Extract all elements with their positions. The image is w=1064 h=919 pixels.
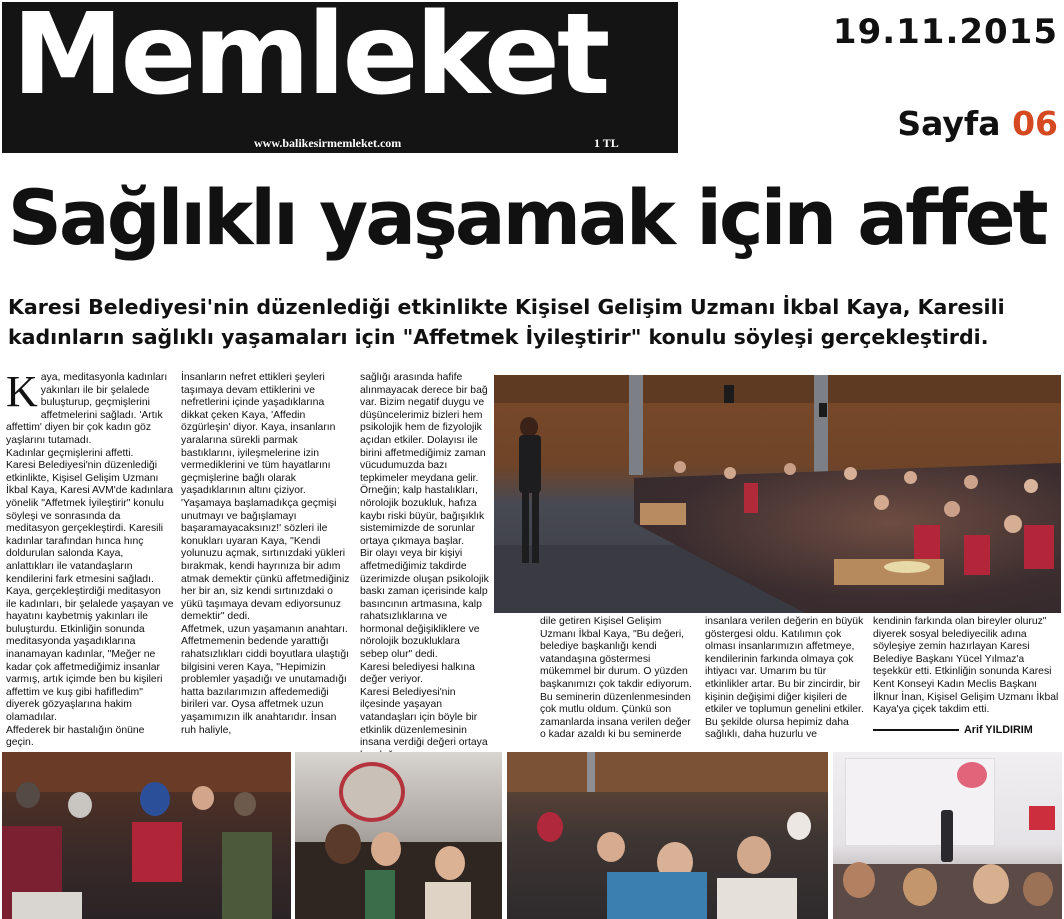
main-photo-seminar-audience — [494, 375, 1061, 613]
column-text: kendinin farkında olan bireyler oluruz" diyerek sosyal belediyecilik adına söyleşiye zemin hazırlayan Karesi Belediye Başkanı Yücel Yılmaz'a teşekkür etti. Etkinliğin sonunda Karesi Kent Konseyi Kadın Meclis Başkanı İlknur İnan, Kişisel Gelişim Uzmanı İkbal Kaya'ya çiçek takdim etti. — [873, 616, 1059, 716]
article-column-2 — [181, 372, 353, 740]
column-text: insanlara verilen değerin en büyük göstergesi oldu. Katılımın çok olması insanlarımızın affetmeye, kendilerinin farkında olmaya çok ihtiyacı var. Umarım bu tür etkinlikler artar. Bu bir zincirdir, bir kişinin değişimi diğer kişileri de etkiler ve toplumun genelini etkiler. Bu şekilde olursa hepimiz daha sağlıklı, daha huzurlu ve — [705, 616, 864, 741]
column-text: sağlığı arasında hafife alınmayacak derece bir bağ var. Bizim negatif duygu ve düşüncelerimiz bizleri hem psikolojik hem de fizyolojik açıdan etkiler. Dolayısı ile birini affetmediğimiz zaman vücudumuzda bazı tepkimeler meydana gelir. Örneğin; kalp hastalıkları, nörolojik bozukluk, hafıza kaybı riski büyür, bağışıklık sistemimizde de sorunlar ortaya çıkmaya başlar. Bir olayı veya bir kişiyi affetmediğimiz takdirde üzerimizde oluşan psikolojik baskı zaman içerisinde kalp basıncının artmasına, kalp rahatsızlıklarına ve hormonal değişikliklere ve nörolojik bozukluklara sebep olur" dedi. Karesi belediyesi halkına değer veriyor. Karesi Belediyesi'nin ilçesinde yaşayan vatandaşları için böyle bir etkinlik düzenlemesinin insana verdiği değeri ortaya — [360, 372, 489, 749]
column-text: İnsanların nefret ettikleri şeyleri taşımaya devam ettiklerini ve nefretlerini içinde yaşadıklarına dikkat çeken Kaya, 'Affedin özgürleşin' diyor. Kaya, insanların yaralarına sürekli parmak bastıklarını, iyileşmelerine izin vermediklerini ve tüm hayatlarını geçmişlerine bağlı olarak yaşadıklarının altını çiziyor. 'Yaşamaya başlamadıkça geçmişi unutmayı ve bağışlamayı başaramayacaksınız!' sözleri ile konukları uyaran Kaya, "Kendi yolunuzu açmak, sırtınızdaki yükleri bırakmak, kendi hayrınıza bir adım atmak demektir çünkü affetmediğiniz her bir an, siz kendi sırtınızdaki o yükü taşımaya devam ediyorsunuz demektir" dedi. Affetmek, uzun yaşamanın anahtarı. Affetmemenin bedende yarattığı rahatsızlıkları ciddi boyutlara ulaştığı bilgisini veren Kaya, "Hepimizin problemler yaşadığı ve unutamadığı hatta bazılarımızın affedemediği birileri var. Oysa affetmek uzun yaşamımızın ilk anahtarıdır. İnsan ruh haliyle, — [181, 372, 350, 736]
page-label: Sayfa — [897, 104, 1001, 143]
photo-women-audience — [2, 752, 291, 919]
masthead — [2, 2, 678, 153]
newspaper-logo: Memleket — [12, 0, 608, 120]
column-text: aya, meditasyonla kadınları yakınları ile bir şelalede buluşturup, geçmişlerini affetmelerini sağladı. 'Artık affettim' diyen bir çok kadın göz yaşlarını tutamadı. Kadınlar geçmişlerini affetti. Karesi Belediyesi'nin düzenlediği etkinlikte, Kişisel Gelişim Uzmanı İkbal Kaya, Karesi AVM'de kadınlara yönelik "Affetmek İyileştirir" konulu söyleşi ve sonrasında da meditasyon gerçekleştirdi. Karesili kadınlar tarafından hınca hınç doldurulan salonda Kaya, anlattıkları ile vatandaşların kendilerini fark etmesini sağladı. Kaya, gerçekleştirdiği meditasyon ile kadınları, bir şelalede yaşayan ve hayatını kaybetmiş yakınları ile buluşturdu. Etkinliğin sonunda meditasyonda yaşadıklarına inanamayan kadınlar, "Meğer ne kadar çok affetmediğimiz insanlar varmış, artık içimde ben bu kişileri affettim ve kuş gibi hafifledim" diyerek gözyaşlarına hakim olamadılar. Affederek bir hastalığın önüne geçin. — [6, 372, 174, 749]
issue-price: 1 TL — [594, 136, 619, 150]
article-column-3 — [360, 372, 490, 749]
headline: Sağlıklı yaşamak için affet — [7, 173, 1046, 262]
byline-rule — [873, 729, 959, 731]
column-text: dile getiren Kişisel Gelişim Uzmanı İkbal Kaya, "Bu değeri, belediye başkanlığı kendi vatandaşına göstermesi mükemmel bir durum. O yüzden başkanımızı çok takdir ediyorum. Bu seminerin düzenlenmesinden çok mutlu oldum. Çünkü son zamanlarda insana verilen değer o kadar azaldı ki bu seminerde — [540, 616, 692, 741]
article-column-5 — [705, 616, 865, 740]
photo-speaker-presentation — [833, 752, 1062, 919]
issue-date: 19.11.2015 — [832, 12, 1058, 52]
photo-children-flowers — [295, 752, 502, 919]
photo-audience-crowd — [507, 752, 828, 919]
article-column-6 — [873, 616, 1061, 740]
article-column-1 — [6, 367, 174, 749]
drop-cap: K — [6, 367, 38, 416]
page-number: 06 — [1012, 104, 1058, 143]
website-url: www.balikesirmemleket.com — [254, 136, 402, 150]
article-summary: Karesi Belediyesi'nin düzenlediği etkinlikte Kişisel Gelişim Uzmanı İkbal Kaya, Karesili kadınların sağlıklı yaşamaları için "Affetmek İyileştirir" konulu söyleşi gerçekleştirdi. — [8, 295, 1005, 349]
article-column-4 — [540, 616, 696, 740]
author-byline: Arif YILDIRIM — [964, 724, 1033, 736]
page-indicator — [897, 104, 1058, 143]
